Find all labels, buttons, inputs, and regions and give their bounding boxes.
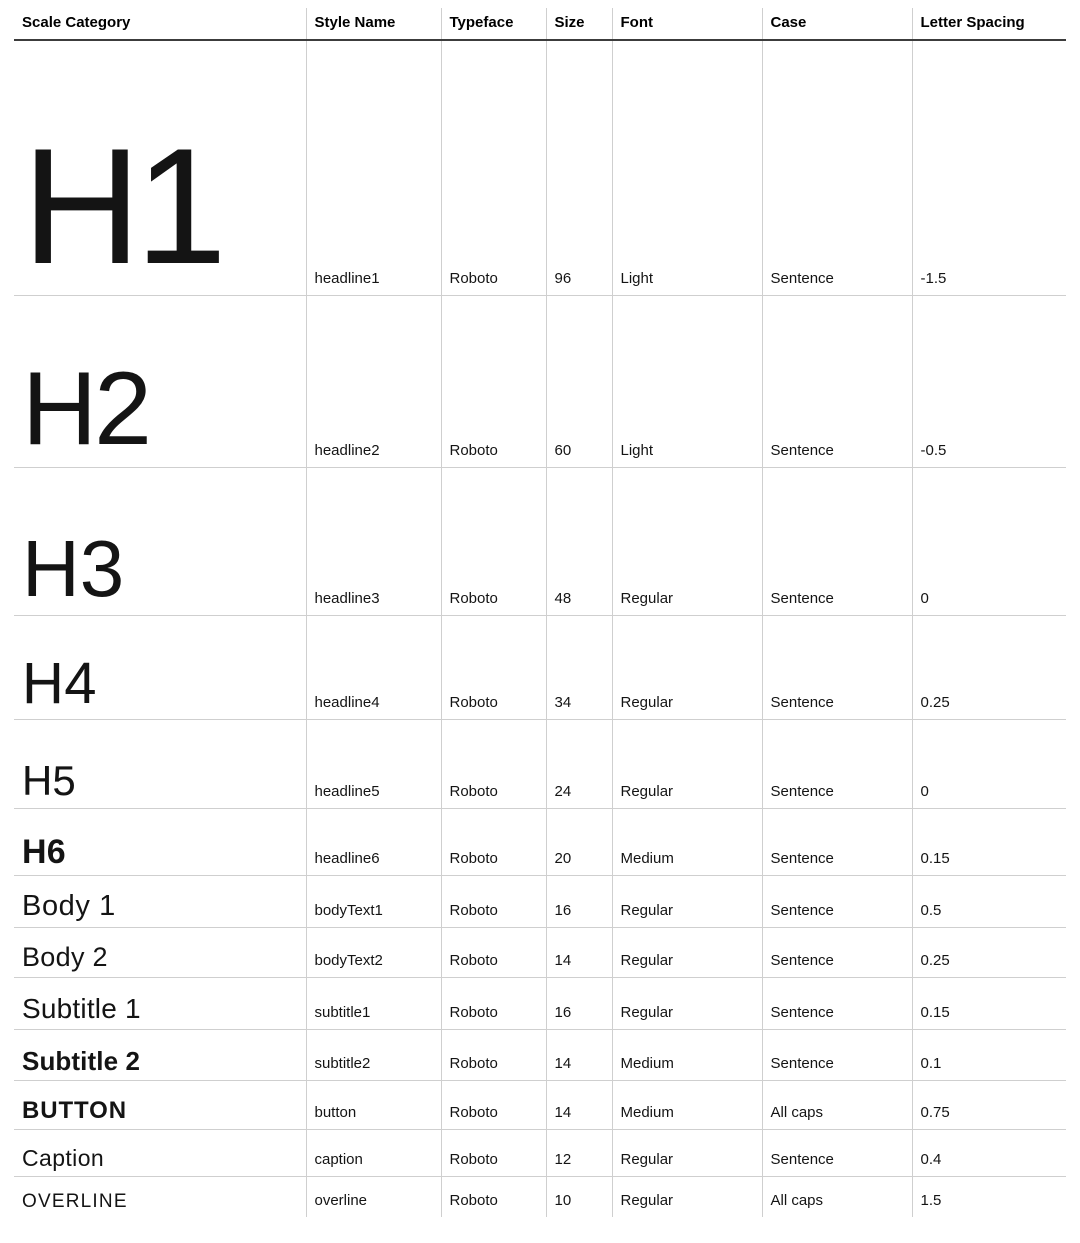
font-cell: Light (612, 295, 762, 467)
size-cell: 14 (546, 927, 612, 977)
typeface-cell: Roboto (441, 40, 546, 295)
case-cell: Sentence (762, 977, 912, 1029)
style-name-cell: headline3 (306, 467, 441, 615)
column-header-style-name: Style Name (306, 8, 441, 40)
typeface-cell: Roboto (441, 977, 546, 1029)
letter-spacing-cell: 1.5 (912, 1176, 1066, 1217)
table-header-row (14, 8, 1066, 40)
size-cell: 12 (546, 1129, 612, 1176)
table-row (14, 1176, 1066, 1217)
typeface-cell: Roboto (441, 808, 546, 875)
case-cell: Sentence (762, 808, 912, 875)
case-cell: All caps (762, 1080, 912, 1129)
scale-category-cell (14, 808, 306, 875)
size-cell: 24 (546, 719, 612, 808)
style-name-cell: headline4 (306, 615, 441, 719)
scale-category-cell (14, 875, 306, 927)
type-specimen: Subtitle 1 (22, 992, 141, 1024)
typeface-cell: Roboto (441, 719, 546, 808)
size-cell: 10 (546, 1176, 612, 1217)
table-row (14, 615, 1066, 719)
table-body (14, 40, 1066, 1217)
font-cell: Regular (612, 927, 762, 977)
table-row (14, 808, 1066, 875)
style-name-cell: headline5 (306, 719, 441, 808)
typeface-cell: Roboto (441, 615, 546, 719)
typeface-cell: Roboto (441, 1080, 546, 1129)
letter-spacing-cell: 0.15 (912, 808, 1066, 875)
type-specimen: H5 (22, 756, 76, 804)
table-header (14, 8, 1066, 40)
column-header-font: Font (612, 8, 762, 40)
font-cell: Light (612, 40, 762, 295)
size-cell: 96 (546, 40, 612, 295)
typeface-cell: Roboto (441, 1029, 546, 1080)
font-cell: Medium (612, 808, 762, 875)
letter-spacing-cell: 0.75 (912, 1080, 1066, 1129)
font-cell: Medium (612, 1080, 762, 1129)
font-cell: Regular (612, 1129, 762, 1176)
table-row (14, 1129, 1066, 1176)
case-cell: Sentence (762, 719, 912, 808)
type-specimen: BUTTON (22, 1096, 127, 1124)
style-name-cell: button (306, 1080, 441, 1129)
case-cell: All caps (762, 1176, 912, 1217)
column-header-scale-category: Scale Category (14, 8, 306, 40)
type-scale-table (14, 8, 1066, 1217)
typeface-cell: Roboto (441, 1176, 546, 1217)
type-specimen: Subtitle 2 (22, 1045, 141, 1076)
size-cell: 14 (546, 1080, 612, 1129)
style-name-cell: overline (306, 1176, 441, 1217)
type-specimen: Body 2 (22, 941, 108, 972)
table-row (14, 1080, 1066, 1129)
style-name-cell: caption (306, 1129, 441, 1176)
font-cell: Regular (612, 467, 762, 615)
font-cell: Regular (612, 1176, 762, 1217)
type-specimen: H3 (22, 523, 125, 613)
table-row (14, 467, 1066, 615)
table-row (14, 719, 1066, 808)
case-cell: Sentence (762, 1129, 912, 1176)
scale-category-cell (14, 927, 306, 977)
scale-category-cell (14, 1080, 306, 1129)
type-specimen: H2 (22, 350, 149, 467)
table-row (14, 927, 1066, 977)
scale-category-cell (14, 719, 306, 808)
table-row (14, 40, 1066, 295)
font-cell: Regular (612, 719, 762, 808)
letter-spacing-cell: -1.5 (912, 40, 1066, 295)
size-cell: 14 (546, 1029, 612, 1080)
scale-category-cell (14, 977, 306, 1029)
table-row (14, 1029, 1066, 1080)
style-name-cell: headline2 (306, 295, 441, 467)
style-name-cell: headline1 (306, 40, 441, 295)
font-cell: Regular (612, 977, 762, 1029)
style-name-cell: headline6 (306, 808, 441, 875)
type-specimen: H1 (22, 113, 221, 298)
case-cell: Sentence (762, 467, 912, 615)
scale-category-cell (14, 1129, 306, 1176)
font-cell: Regular (612, 615, 762, 719)
table-row (14, 295, 1066, 467)
column-header-letter-spacing: Letter Spacing (912, 8, 1066, 40)
table-row (14, 977, 1066, 1029)
font-cell: Regular (612, 875, 762, 927)
size-cell: 16 (546, 977, 612, 1029)
case-cell: Sentence (762, 40, 912, 295)
scale-category-cell (14, 40, 306, 298)
scale-category-cell (14, 1176, 306, 1217)
scale-category-cell (14, 295, 306, 467)
letter-spacing-cell: 0 (912, 467, 1066, 615)
type-specimen: H4 (22, 650, 97, 716)
column-header-size: Size (546, 8, 612, 40)
type-specimen: Body 1 (22, 889, 116, 922)
letter-spacing-cell: 0.5 (912, 875, 1066, 927)
letter-spacing-cell: 0.25 (912, 927, 1066, 977)
typeface-cell: Roboto (441, 1129, 546, 1176)
table-row (14, 875, 1066, 927)
letter-spacing-cell: 0.1 (912, 1029, 1066, 1080)
size-cell: 34 (546, 615, 612, 719)
case-cell: Sentence (762, 295, 912, 467)
style-name-cell: bodyText2 (306, 927, 441, 977)
typeface-cell: Roboto (441, 295, 546, 467)
case-cell: Sentence (762, 1029, 912, 1080)
case-cell: Sentence (762, 875, 912, 927)
size-cell: 16 (546, 875, 612, 927)
typeface-cell: Roboto (441, 875, 546, 927)
column-header-case: Case (762, 8, 912, 40)
style-name-cell: subtitle1 (306, 977, 441, 1029)
column-header-typeface: Typeface (441, 8, 546, 40)
size-cell: 20 (546, 808, 612, 875)
letter-spacing-cell: -0.5 (912, 295, 1066, 467)
letter-spacing-cell: 0 (912, 719, 1066, 808)
typeface-cell: Roboto (441, 927, 546, 977)
typeface-cell: Roboto (441, 467, 546, 615)
type-specimen: OVERLINE (22, 1191, 128, 1212)
scale-category-cell (14, 1029, 306, 1080)
letter-spacing-cell: 0.15 (912, 977, 1066, 1029)
scale-category-cell (14, 467, 306, 615)
size-cell: 48 (546, 467, 612, 615)
letter-spacing-cell: 0.25 (912, 615, 1066, 719)
size-cell: 60 (546, 295, 612, 467)
font-cell: Medium (612, 1029, 762, 1080)
case-cell: Sentence (762, 615, 912, 719)
case-cell: Sentence (762, 927, 912, 977)
type-specimen: Caption (22, 1144, 105, 1171)
letter-spacing-cell: 0.4 (912, 1129, 1066, 1176)
style-name-cell: bodyText1 (306, 875, 441, 927)
style-name-cell: subtitle2 (306, 1029, 441, 1080)
type-specimen: H6 (22, 832, 66, 871)
scale-category-cell (14, 615, 306, 719)
